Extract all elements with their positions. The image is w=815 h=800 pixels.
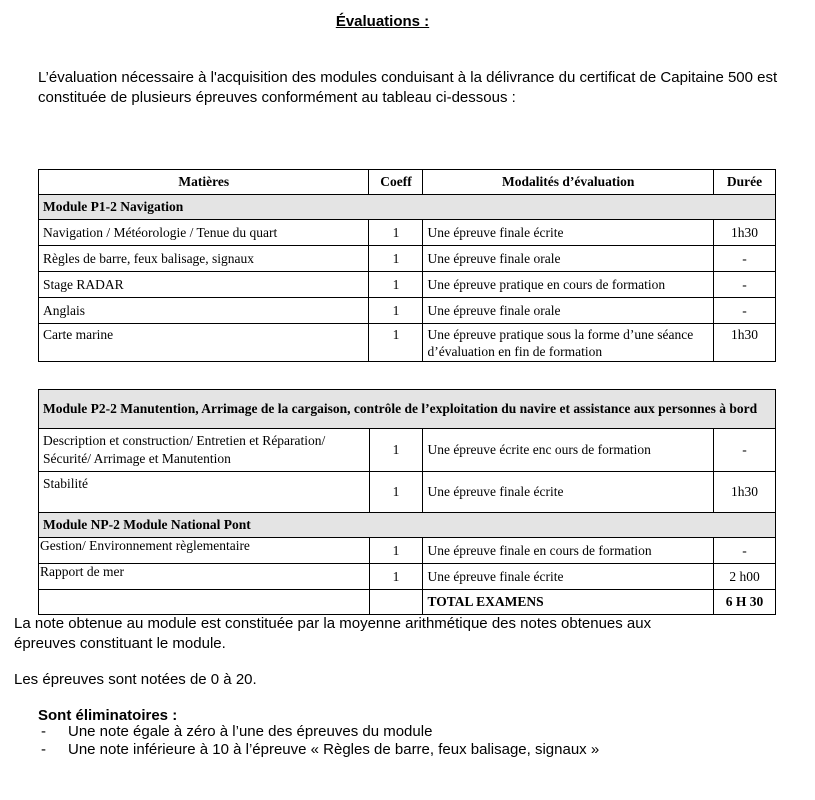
cell-modalite: Une épreuve finale écrite [423,564,714,590]
module-title: Module P2-2 Manutention, Arrimage de la cargaison, contrôle de l’exploitation du navire et assistance aux personnes à bord [39,390,776,429]
header-duree: Durée [714,170,776,195]
page-title: Évaluations : [335,13,430,30]
module-title: Module NP-2 Module National Pont [39,513,776,538]
table-row [39,220,776,246]
cell-duree: - [714,246,776,272]
eliminatory-heading: Sont éliminatoires : [38,707,178,724]
cell-coeff: 1 [369,246,423,272]
cell-duree: 1h30 [714,220,776,246]
intro-paragraph: L’évaluation nécessaire à l'acquisition des modules conduisant à la délivrance du certificat de Capitaine 500 est constituée de plusieurs épreuves conformément au tableau ci-dessous : [38,69,778,106]
eliminatory-list [38,723,599,759]
cell-matiere: Stage RADAR [39,272,369,298]
list-item: - Une note égale à zéro à l’une des épreuves du module [41,723,433,740]
note-paragraph: La note obtenue au module est constituée par la moyenne arithmétique des notes obtenues aux épreuves constituant le module. [14,615,652,652]
cell-duree: - [714,272,776,298]
cell-coeff: 1 [369,220,423,246]
scale-paragraph: Les épreuves sont notées de 0 à 20. [14,671,257,688]
table-row [39,538,776,564]
table-row [39,298,776,324]
evaluation-table [38,169,776,362]
module-title: Module P1-2 Navigation [39,195,776,220]
table-row [39,324,776,362]
total-empty-cell [39,590,370,615]
table-header-row [39,170,776,195]
module-row [39,390,776,429]
header-modalites: Modalités d’évaluation [423,170,714,195]
module-row [39,513,776,538]
cell-modalite: Une épreuve écrite enc ours de formation [423,429,714,472]
cell-modalite: Une épreuve finale écrite [423,220,714,246]
table-row [39,429,776,472]
table-row [39,564,776,590]
total-empty-cell [369,590,423,615]
total-value: 6 H 30 [714,590,776,615]
cell-matiere: Description et construction/ Entretien et Réparation/ Sécurité/ Arrimage et Manutention [39,429,370,472]
cell-matiere: Carte marine [39,324,369,362]
cell-coeff: 1 [369,298,423,324]
cell-matiere: Stabilité [39,472,370,513]
header-matieres: Matières [39,170,369,195]
list-item: - Une note inférieure à 10 à l’épreuve « Règles de barre, feux balisage, signaux » [41,741,600,758]
evaluation-table-continued [38,389,776,615]
cell-matiere: Anglais [39,298,369,324]
cell-coeff: 1 [369,472,423,513]
total-row [39,590,776,615]
cell-duree: - [714,429,776,472]
cell-matiere: Navigation / Météorologie / Tenue du quart [39,220,369,246]
cell-matiere: Règles de barre, feux balisage, signaux [39,246,369,272]
module-row [39,195,776,220]
cell-modalite: Une épreuve pratique sous la forme d’une séance d’évaluation en fin de formation [423,324,714,362]
cell-duree: 2 h00 [714,564,776,590]
cell-duree: - [714,298,776,324]
total-label: TOTAL EXAMENS [423,590,714,615]
cell-matiere: Rapport de mer [39,564,370,590]
cell-modalite: Une épreuve finale orale [423,246,714,272]
cell-coeff: 1 [369,272,423,298]
cell-coeff: 1 [369,564,423,590]
cell-modalite: Une épreuve pratique en cours de formation [423,272,714,298]
cell-matiere: Gestion/ Environnement règlementaire [39,538,370,564]
cell-coeff: 1 [369,538,423,564]
cell-duree: 1h30 [714,472,776,513]
table-row [39,246,776,272]
cell-duree: 1h30 [714,324,776,362]
cell-modalite: Une épreuve finale orale [423,298,714,324]
table-row [39,472,776,513]
cell-modalite: Une épreuve finale en cours de formation [423,538,714,564]
cell-coeff: 1 [369,429,423,472]
header-coeff: Coeff [369,170,423,195]
cell-duree: - [714,538,776,564]
cell-modalite: Une épreuve finale écrite [423,472,714,513]
table-row [39,272,776,298]
list-item-text: Une note inférieure à 10 à l’épreuve « Règles de barre, feux balisage, signaux » [68,741,600,758]
cell-coeff: 1 [369,324,423,362]
list-item-text: Une note égale à zéro à l’une des épreuves du module [68,723,433,740]
